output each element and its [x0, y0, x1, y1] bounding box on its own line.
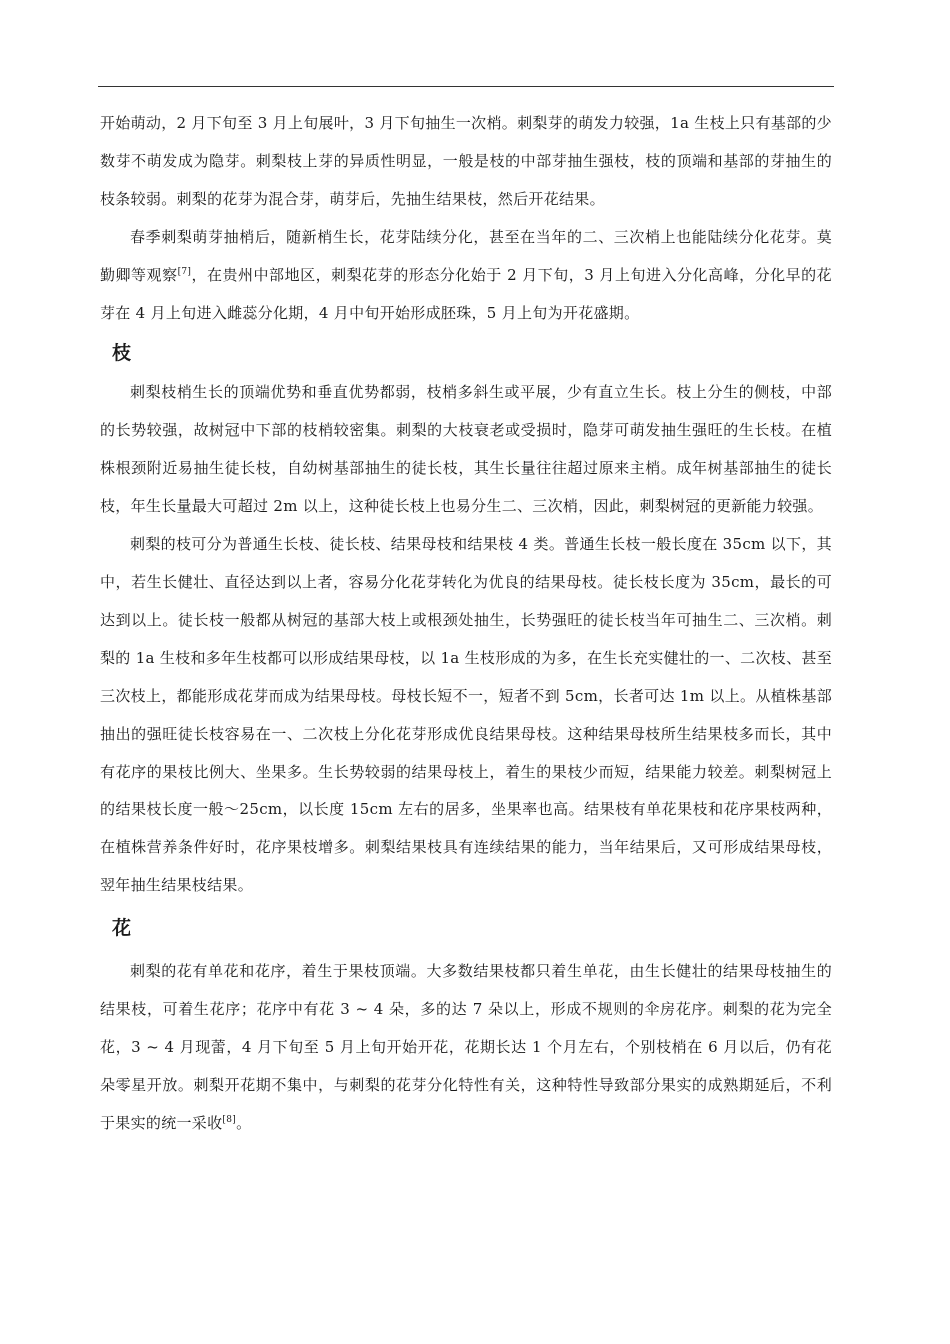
citation-ref: [7] — [177, 266, 192, 277]
paragraph-text: 刺梨枝梢生长的顶端优势和垂直优势都弱，枝梢多斜生或平展，少有直立生长。枝上分生的侧枝，中部的长势较强，故树冠中下部的枝梢较密集。刺梨的大枝衰老或受损时，隐芽可萌发抽生强旺的生长枝。在植株根颈附近易抽生徒长枝，自幼树基部抽生的徒长枝，其生长量往往超过原来主梢。成年树基部抽生的徒长枝，年生长量最大可超过 2m 以上，这种徒长枝上也易分生二、三次梢，因此，刺梨树冠的更新能力较强。 — [100, 383, 832, 516]
paragraph-text: 春季刺梨萌芽抽梢后，随新梢生长，花芽陆续分化，甚至在当年的二、三次梢上也能陆续分化花芽。莫勤卿等观察 — [100, 227, 832, 284]
paragraph-flower-bud-differentiation — [100, 219, 832, 333]
paragraph-flower — [100, 953, 832, 1143]
citation-ref: [8] — [222, 1114, 237, 1125]
section-heading-flower: 花 — [112, 917, 132, 940]
header-rule — [98, 86, 834, 87]
paragraph-text: 刺梨的花有单花和花序，着生于果枝顶端。大多数结果枝都只着生单花，由生长健壮的结果母枝抽生的结果枝，可着生花序；花序中有花 3 ~ 4 朵，多的达 7 朵以上，形成不规则的伞房花序。刺梨的花为完全花，3 ~ 4 月现蕾，4 月下旬至 5 月上旬开始开花，花期长达 1 个月左右，个别枝梢在 6 月以后，仍有花朵零星开放。刺梨开花期不集中，与刺梨的花芽分化特性有关，这种特性导致部分果实的成熟期延后，不利于果实的统一采收 — [100, 962, 832, 1132]
paragraph-text: 刺梨的枝可分为普通生长枝、徒长枝、结果母枝和结果枝 4 类。普通生长枝一般长度在 35cm 以下，其中，若生长健壮、直径达到以上者，容易分化花芽转化为优良的结果母枝。徒长枝长度为 35cm，最长的可达到以上。徒长枝一般都从树冠的基部大枝上或根颈处抽生，长势强旺的徒长枝当年可抽生二、三次梢。刺梨的 1a 生枝和多年生枝都可以形成结果母枝，以 1a 生枝形成的为多，在生长充实健壮的一、二次枝、甚至三次枝上，都能形成花芽而成为结果母枝。母枝长短不一，短者不到 5cm，长者可达 1m 以上。从植株基部抽出的强旺徒长枝容易在一、二次枝上分化花芽形成优良结果母枝。这种结果母枝所生结果枝多而长，其中有花序的果枝比例大、坐果多。生长势较弱的结果母枝上，着生的果枝少而短，结果能力较差。刺梨树冠上的结果枝长度一般～25cm，以长度 15cm 左右的居多，坐果率也高。结果枝有单花果枝和花序果枝两种，在植株营养条件好时，花序果枝增多。刺梨结果枝具有连续结果的能力，当年结果后，又可形成结果母枝，翌年抽生结果枝结果。 — [100, 535, 832, 895]
section-heading-branch: 枝 — [112, 342, 132, 365]
paragraph-text: ，在贵州中部地区，刺梨花芽的形态分化始于 2 月下旬，3 月上旬进入分化高峰，分化早的花芽在 4 月上旬进入雌蕊分化期，4 月中旬开始形成胚珠，5 月上旬为开花盛期。 — [100, 265, 832, 322]
document-body — [100, 105, 832, 1143]
paragraph-continued — [100, 105, 832, 219]
paragraph-branch-types — [100, 526, 832, 905]
paragraph-branch-growth — [100, 374, 832, 526]
paragraph-text: 开始萌动，2 月下旬至 3 月上旬展叶，3 月下旬抽生一次梢。刺梨芽的萌发力较强，1a 生枝上只有基部的少数芽不萌发成为隐芽。刺梨枝上芽的异质性明显，一般是枝的中部芽抽生强枝，枝的顶端和基部的芽抽生的枝条较弱。刺梨的花芽为混合芽，萌芽后，先抽生结果枝，然后开花结果。 — [100, 114, 832, 208]
paragraph-text: 。 — [236, 1113, 252, 1132]
